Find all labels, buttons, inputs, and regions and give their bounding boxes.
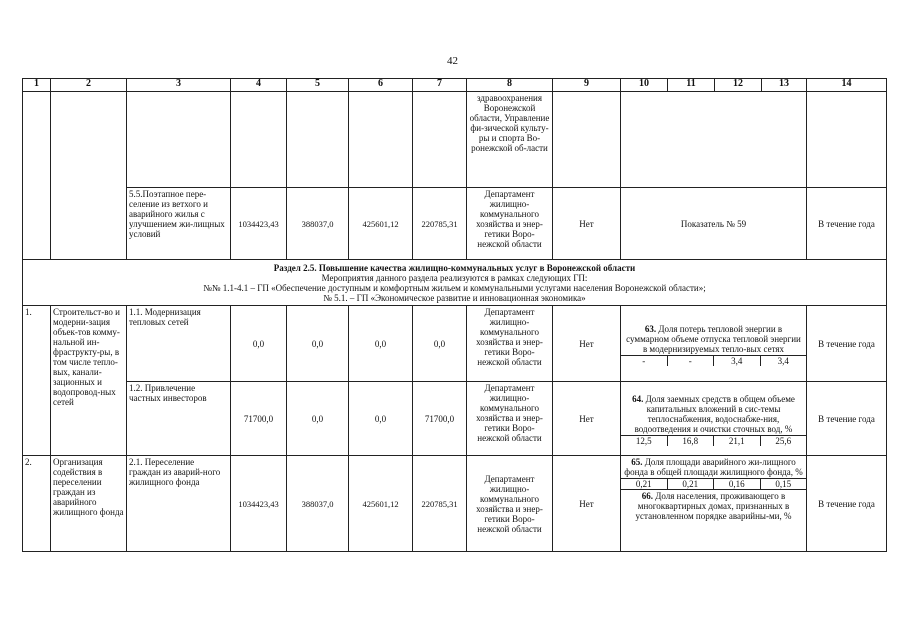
header-row [23,79,887,92]
col-header: 12 [715,79,762,92]
indicator-values [621,435,806,446]
col-header: 8 [467,79,553,92]
value-cell: 0,0 [349,382,413,456]
indicator-description: Доля площади аварийного жи-лищного фонда в общей площади жилищного фонда, % [624,457,803,477]
section-title: Раздел 2.5. Повышение качества жилищно-коммунальных услуг в Воронежской области [273,262,636,273]
col-header: 2 [51,79,127,92]
indicator-cell [621,456,807,552]
indicator-value: - [668,356,715,366]
value-cell: 388037,0 [287,456,349,552]
indicator-value: 0,21 [668,479,715,489]
value-cell: 0,0 [287,382,349,456]
table-row [23,188,887,260]
value-cell: 220785,31 [413,188,467,260]
col-header: 9 [553,79,621,92]
group-name: Строительст-во и модерни-зация объек-тов комму-нальной ин-фраструкту-ры, в том числе тепло-вых, канали-зационных и водопровод-ных сетей [51,306,127,456]
indicator-cell [621,382,807,456]
indicator-value: 25,6 [775,435,792,446]
value-cell: 0,0 [287,306,349,382]
value-cell: 425601,12 [349,188,413,260]
col-header: 10 [621,79,668,92]
indicator-values [621,478,806,490]
table-row [23,382,887,456]
executor-cell: Департамент жилищно-коммунального хозяйства и энер-гетики Воро-нежской области [467,188,553,260]
indicator-text [623,457,804,477]
value-cell: 425601,12 [349,456,413,552]
value-cell: 71700,0 [413,382,467,456]
group-number: 2. [23,456,51,552]
value-cell: 0,0 [413,306,467,382]
indicator-value: 3,4 [777,355,789,366]
group-number: 1. [23,306,51,456]
col9-cell: Нет [553,306,621,382]
cell-empty [807,92,887,188]
indicator-value: 0,21 [621,479,668,489]
indicator-value: 3,4 [714,356,761,366]
table-row [23,456,887,552]
indicator-value: 16,8 [668,436,715,446]
measure-cell: 1.1. Модернизация тепловых сетей [127,306,231,382]
indicator-description: Доля заемных средств в общем объеме капитальных вложений в сис-темы теплоснабжения, водоснабже-ния, водоотведения и очистки сточных вод, % [634,393,795,434]
section-row [23,260,887,306]
term-cell: В течение года [807,306,887,382]
value-cell: 71700,0 [231,382,287,456]
cell-empty [127,92,231,188]
measures-table [22,78,887,552]
col-header: 1 [23,79,51,92]
col9-cell: Нет [553,188,621,260]
indicator-value: 0,15 [775,479,792,489]
cell-empty [231,92,287,188]
col-header: 5 [287,79,349,92]
measure-cell: 5.5.Поэтапное пере-селение из ветхого и аварийного жилья с улучшением жи-лищных условий [127,188,231,260]
col-header: 11 [668,79,715,92]
indicator-text [623,394,804,434]
section-line: Мероприятия данного раздела реализуются в рамках следующих ГП: [321,272,588,283]
col9-cell: Нет [553,382,621,456]
executor-cell: здравоохранения Воронежской области, Управление фи-зической культу-ры и спорта Во-ронежской об-ласти [467,92,553,188]
section-line: №№ 1.1-4.1 – ГП «Обеспечение доступным и комфортным жильем и коммунальными услугами населения Воронежской области»; [203,282,706,293]
term-cell: В течение года [807,382,887,456]
term-cell: В течение года [807,188,887,260]
value-cell: 0,0 [231,306,287,382]
indicator-value: 0,16 [714,479,761,489]
indicator-number: 63. [644,323,657,334]
page-number: 42 [447,55,458,67]
indicator-description: Доля потерь тепловой энергии в суммарном объеме отпуска тепловой энергии в модернизируемых тепло-вых сетях [626,323,801,354]
measure-cell: 2.1. Переселение граждан из аварий-ного жилищного фонда [127,456,231,552]
indicator-value: 21,1 [714,436,761,446]
value-cell: 1034423,43 [231,456,287,552]
indicator-text [623,490,804,521]
indicator-cell [621,306,807,382]
table-row [23,306,887,382]
indicator-number: 64. [632,393,644,404]
cell-empty [553,92,621,188]
cell-empty [349,92,413,188]
value-cell: 388037,0 [287,188,349,260]
measure-cell: 1.2. Привлечение частных инвесторов [127,382,231,456]
cell-empty [23,92,51,260]
col-header: 14 [807,79,887,92]
section-cell [23,260,887,306]
executor-cell: Департамент жилищно-коммунального хозяйства и энер-гетики Воро-нежской области [467,382,553,456]
indicator-number: 66. [641,491,654,501]
col-header: 4 [231,79,287,92]
indicator-values [621,355,806,366]
indicator-value: 12,5 [621,436,668,446]
cell-empty [51,92,127,260]
cell-empty [287,92,349,188]
indicator-text [623,324,804,354]
value-cell: 220785,31 [413,456,467,552]
section-line: № 5.1. – ГП «Экономическое развитие и инновационная экономика» [323,292,586,303]
value-cell: 0,0 [349,306,413,382]
indicator-number: 65. [631,457,643,467]
group-name: Организация содействия в переселении граждан из аварийного жилищного фонда [51,456,127,552]
indicator-value: - [621,356,668,366]
cell-empty [413,92,467,188]
value-cell: 1034423,43 [231,188,287,260]
term-cell: В течение года [807,456,887,552]
col-header: 6 [349,79,413,92]
cell-empty [621,92,807,188]
indicator-description: Доля населения, проживающего в многоквартирных домах, признанных в установленном порядке аварийны-ми, % [635,491,792,521]
col-header: 3 [127,79,231,92]
col-header: 13 [762,79,807,92]
indicator-cell: Показатель № 59 [621,188,807,260]
col9-cell: Нет [553,456,621,552]
executor-cell: Департамент жилищно-коммунального хозяйства и энер-гетики Воро-нежской области [467,456,553,552]
executor-cell: Департамент жилищно-коммунального хозяйства и энер-гетики Воро-нежской области [467,306,553,382]
col-header: 7 [413,79,467,92]
table-row [23,92,887,188]
